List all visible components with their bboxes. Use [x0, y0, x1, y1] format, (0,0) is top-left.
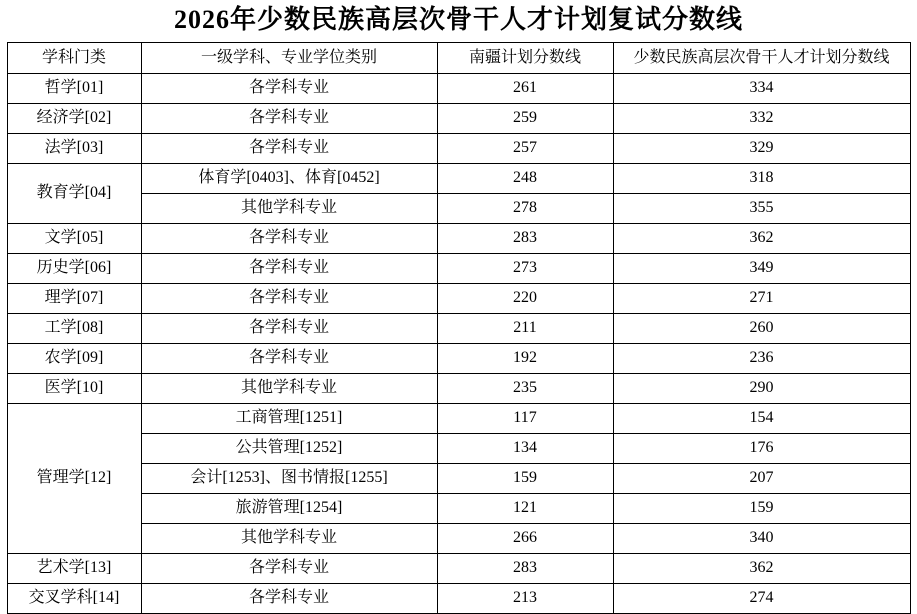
column-header-minority-score: 少数民族高层次骨干人才计划分数线 — [613, 42, 910, 73]
cell-discipline: 体育学[0403]、体育[0452] — [141, 163, 437, 193]
table-row — [7, 223, 910, 253]
table-row — [7, 133, 910, 163]
table-row — [7, 283, 910, 313]
cell-minority-score: 362 — [613, 223, 910, 253]
cell-category: 农学[09] — [7, 343, 141, 373]
cell-nanjiang-score: 211 — [437, 313, 613, 343]
cell-discipline: 各学科专业 — [141, 223, 437, 253]
cell-minority-score: 349 — [613, 253, 910, 283]
cell-nanjiang-score: 117 — [437, 403, 613, 433]
cell-minority-score: 290 — [613, 373, 910, 403]
cell-minority-score: 355 — [613, 193, 910, 223]
cell-minority-score: 332 — [613, 103, 910, 133]
cell-minority-score: 154 — [613, 403, 910, 433]
table-row — [7, 163, 910, 193]
cell-discipline: 各学科专业 — [141, 583, 437, 613]
cell-minority-score: 159 — [613, 493, 910, 523]
table-row — [7, 433, 910, 463]
table-row — [7, 73, 910, 103]
cell-nanjiang-score: 121 — [437, 493, 613, 523]
table-row — [7, 373, 910, 403]
cell-minority-score: 271 — [613, 283, 910, 313]
cell-discipline: 各学科专业 — [141, 133, 437, 163]
cell-category: 哲学[01] — [7, 73, 141, 103]
cell-discipline: 工商管理[1251] — [141, 403, 437, 433]
cell-category: 工学[08] — [7, 313, 141, 343]
table-header — [7, 42, 910, 73]
cell-category: 经济学[02] — [7, 103, 141, 133]
cell-nanjiang-score: 257 — [437, 133, 613, 163]
cell-minority-score: 176 — [613, 433, 910, 463]
cell-minority-score: 340 — [613, 523, 910, 553]
column-header-discipline: 一级学科、专业学位类别 — [141, 42, 437, 73]
cell-category: 法学[03] — [7, 133, 141, 163]
table-row — [7, 583, 910, 613]
table-header-row — [7, 42, 910, 73]
page-title: 2026年少数民族高层次骨干人才计划复试分数线 — [173, 5, 743, 34]
cell-category: 管理学[12] — [7, 403, 141, 553]
cell-nanjiang-score: 273 — [437, 253, 613, 283]
cell-nanjiang-score: 278 — [437, 193, 613, 223]
cell-nanjiang-score: 266 — [437, 523, 613, 553]
cell-minority-score: 362 — [613, 553, 910, 583]
cell-minority-score: 318 — [613, 163, 910, 193]
cell-nanjiang-score: 259 — [437, 103, 613, 133]
cell-nanjiang-score: 220 — [437, 283, 613, 313]
cell-category: 交叉学科[14] — [7, 583, 141, 613]
cell-minority-score: 207 — [613, 463, 910, 493]
cell-discipline: 各学科专业 — [141, 73, 437, 103]
table-body — [7, 73, 910, 613]
cell-discipline: 各学科专业 — [141, 253, 437, 283]
cell-minority-score: 236 — [613, 343, 910, 373]
cell-discipline: 各学科专业 — [141, 103, 437, 133]
cell-category: 文学[05] — [7, 223, 141, 253]
cell-discipline: 旅游管理[1254] — [141, 493, 437, 523]
cell-nanjiang-score: 213 — [437, 583, 613, 613]
cell-discipline: 会计[1253]、图书情报[1255] — [141, 463, 437, 493]
cell-category: 医学[10] — [7, 373, 141, 403]
table-row — [7, 553, 910, 583]
cell-category: 理学[07] — [7, 283, 141, 313]
cell-nanjiang-score: 235 — [437, 373, 613, 403]
table-row — [7, 403, 910, 433]
cell-discipline: 公共管理[1252] — [141, 433, 437, 463]
cell-nanjiang-score: 248 — [437, 163, 613, 193]
column-header-nanjiang-score: 南疆计划分数线 — [437, 42, 613, 73]
table-row — [7, 313, 910, 343]
column-header-category: 学科门类 — [7, 42, 141, 73]
cell-discipline: 各学科专业 — [141, 343, 437, 373]
cell-category: 历史学[06] — [7, 253, 141, 283]
cell-nanjiang-score: 134 — [437, 433, 613, 463]
cell-nanjiang-score: 283 — [437, 553, 613, 583]
cell-discipline: 其他学科专业 — [141, 523, 437, 553]
table-row — [7, 493, 910, 523]
cell-category: 艺术学[13] — [7, 553, 141, 583]
table-row — [7, 193, 910, 223]
score-table — [7, 42, 911, 614]
cell-nanjiang-score: 159 — [437, 463, 613, 493]
cell-discipline: 其他学科专业 — [141, 193, 437, 223]
cell-discipline: 各学科专业 — [141, 283, 437, 313]
cell-minority-score: 260 — [613, 313, 910, 343]
cell-category: 教育学[04] — [7, 163, 141, 223]
table-row — [7, 463, 910, 493]
cell-discipline: 其他学科专业 — [141, 373, 437, 403]
table-row — [7, 103, 910, 133]
cell-minority-score: 329 — [613, 133, 910, 163]
table-row — [7, 253, 910, 283]
cell-discipline: 各学科专业 — [141, 553, 437, 583]
cell-nanjiang-score: 283 — [437, 223, 613, 253]
table-row — [7, 523, 910, 553]
cell-nanjiang-score: 261 — [437, 73, 613, 103]
cell-minority-score: 274 — [613, 583, 910, 613]
cell-minority-score: 334 — [613, 73, 910, 103]
cell-discipline: 各学科专业 — [141, 313, 437, 343]
table-row — [7, 343, 910, 373]
cell-nanjiang-score: 192 — [437, 343, 613, 373]
